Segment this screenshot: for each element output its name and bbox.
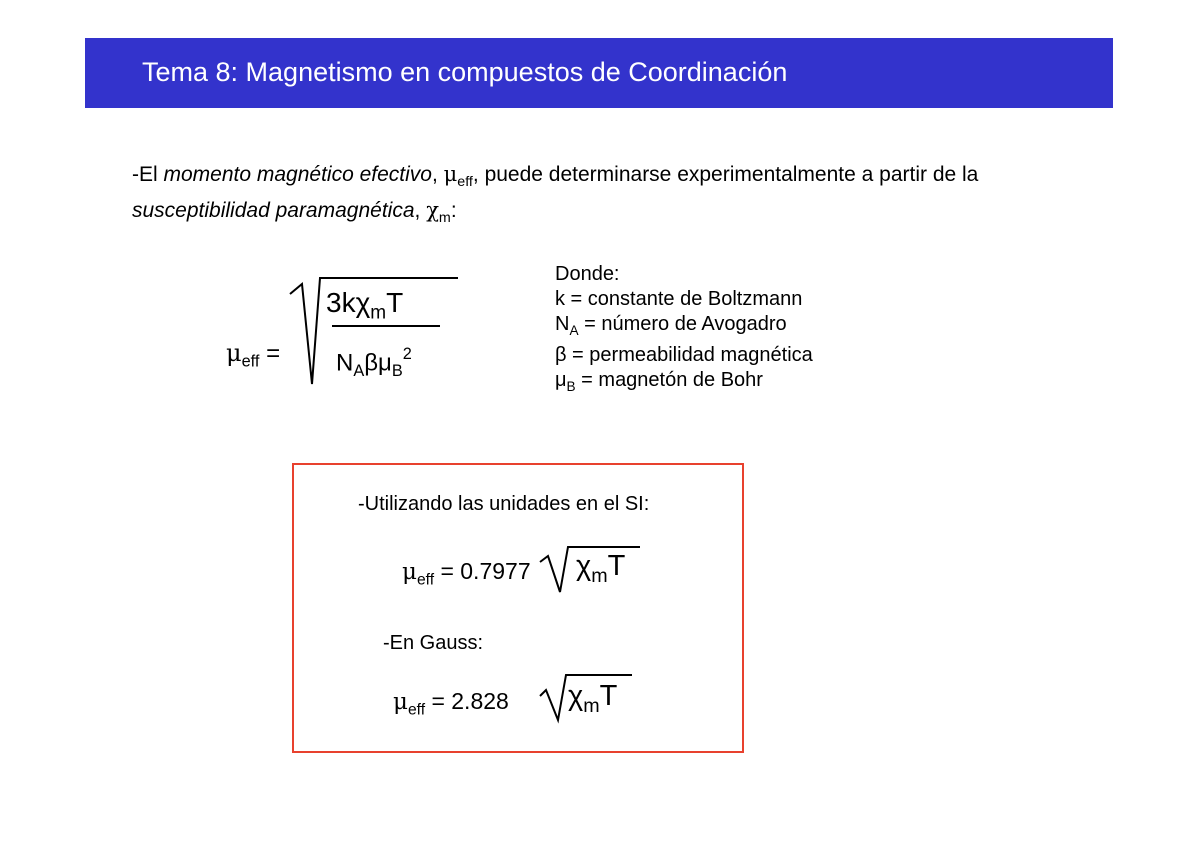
si-coefficient: 0.7977 [460,558,531,584]
legend-block [555,262,813,399]
si-label: -Utilizando las unidades en el SI: [358,493,650,515]
intro-line-2: susceptibilidad paramagnética, $\chi_m$: [132,198,457,226]
legend-heading: Donde: [555,263,620,285]
legend-k: k = constante de Boltzmann [555,288,803,310]
slide-title: Tema 8: Magnetismo en compuestos de Coordinación [142,57,788,87]
si-formula: $\mu_{eff} = 0.7977$ [402,558,531,589]
legend-beta: β = permeabilidad magnética [555,343,813,366]
gauss-label: -En Gauss: [383,632,484,654]
main-formula-lhs: $\mu_{eff}$ = [226,339,281,371]
gauss-radicand: $\chi_mT$ [568,680,618,717]
gauss-formula: $\mu_{eff} = 2.828$ [393,688,509,719]
intro-line-1: -El momento magnético efectivo, $\mu_{eff}$, puede determinarse experimentalmente a partir de la [132,162,979,190]
si-radicand: $\chi_mT$ [576,550,626,587]
term-momento: momento magnético efectivo [163,163,432,186]
legend-mub: $\mu_B$ = magnetón de Bohr [555,368,763,394]
gauss-coefficient: 2.828 [451,688,509,714]
formula-numerator: $3k\chi_mT$ [326,287,404,324]
formula-denominator: $N_A\beta\mu_B^2$ [336,345,412,381]
legend-na: $N_A$ = número de Avogadro [555,313,787,338]
term-susceptibilidad: susceptibilidad paramagnética [132,199,415,222]
